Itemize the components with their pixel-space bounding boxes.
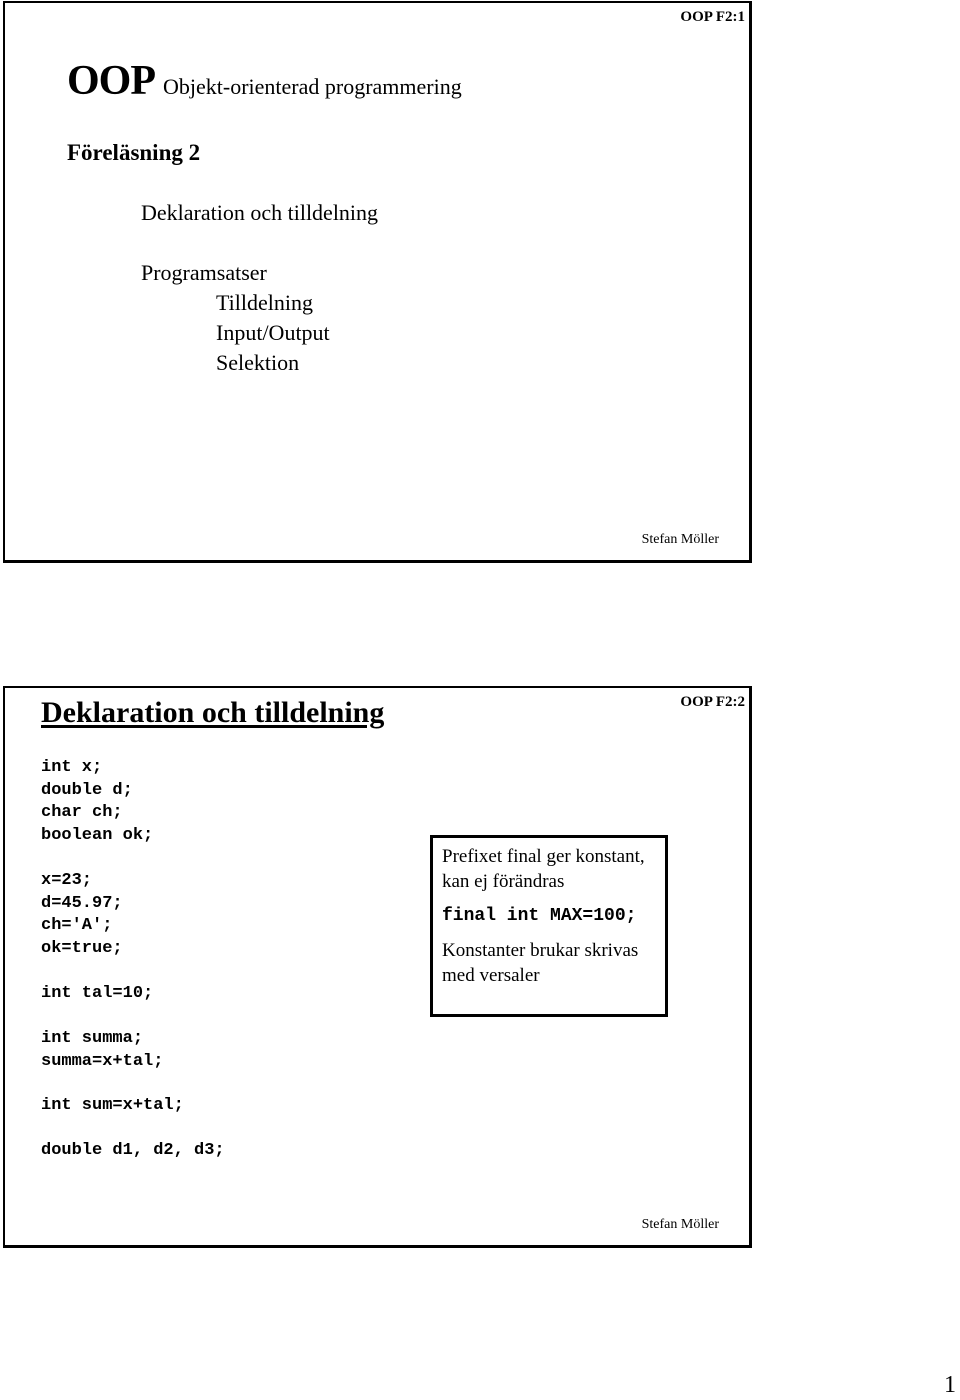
code-line: char ch;: [41, 803, 123, 823]
subtopic-item: Tilldelning: [216, 290, 313, 315]
code-line: d=45.97;: [41, 893, 123, 913]
code-block-init: [41, 983, 153, 1006]
slide-2: [3, 686, 752, 1248]
box-text: med versaler: [442, 965, 540, 986]
code-line: int summa;: [41, 1029, 144, 1048]
slide-title: Deklaration och tilldelning: [41, 696, 385, 729]
lecture-label: Föreläsning 2: [67, 140, 201, 165]
code-line: double d;: [41, 780, 133, 800]
topic-item: Deklaration och tilldelning: [141, 200, 379, 225]
code-line: double d1, d2, d3;: [41, 1141, 225, 1160]
box-text: Prefixet final ger konstant,: [442, 846, 645, 867]
slide-title: [67, 57, 462, 105]
title-subtitle: Objekt-orienterad programmering: [163, 74, 462, 99]
author: Stefan Möller: [641, 532, 719, 547]
code-line: int sum=x+tal;: [41, 1096, 184, 1115]
code-line: int x;: [41, 758, 103, 777]
code-block-declarations: [41, 757, 153, 847]
code-line: int tal=10;: [41, 984, 154, 1003]
code-line: boolean ok;: [41, 825, 154, 845]
page-number: 1: [944, 1372, 956, 1398]
box-text: Konstanter brukar skrivas: [442, 940, 639, 961]
topic-item: Programsatser: [141, 260, 267, 285]
slide-1: [3, 1, 752, 563]
slide-number: OOP F2:2: [680, 694, 745, 710]
author: Stefan Möller: [641, 1217, 719, 1232]
code-line: summa=x+tal;: [41, 1051, 164, 1071]
slide-number: OOP F2:1: [680, 9, 745, 25]
code-line: ok=true;: [41, 938, 123, 958]
code-block-sum: [41, 1095, 184, 1118]
box-text: kan ej förändras: [442, 871, 565, 892]
code-block-summa: [41, 1028, 163, 1073]
box-code: final int MAX=100;: [442, 906, 637, 926]
title-main: OOP: [67, 58, 155, 104]
code-block-assignments: [41, 870, 123, 960]
final-info-box: [430, 835, 668, 1017]
subtopic-item: Selektion: [216, 350, 300, 375]
code-line: ch='A';: [41, 916, 113, 936]
code-block-multi: [41, 1140, 225, 1163]
subtopic-item: Input/Output: [216, 320, 330, 345]
code-line: x=23;: [41, 871, 93, 890]
